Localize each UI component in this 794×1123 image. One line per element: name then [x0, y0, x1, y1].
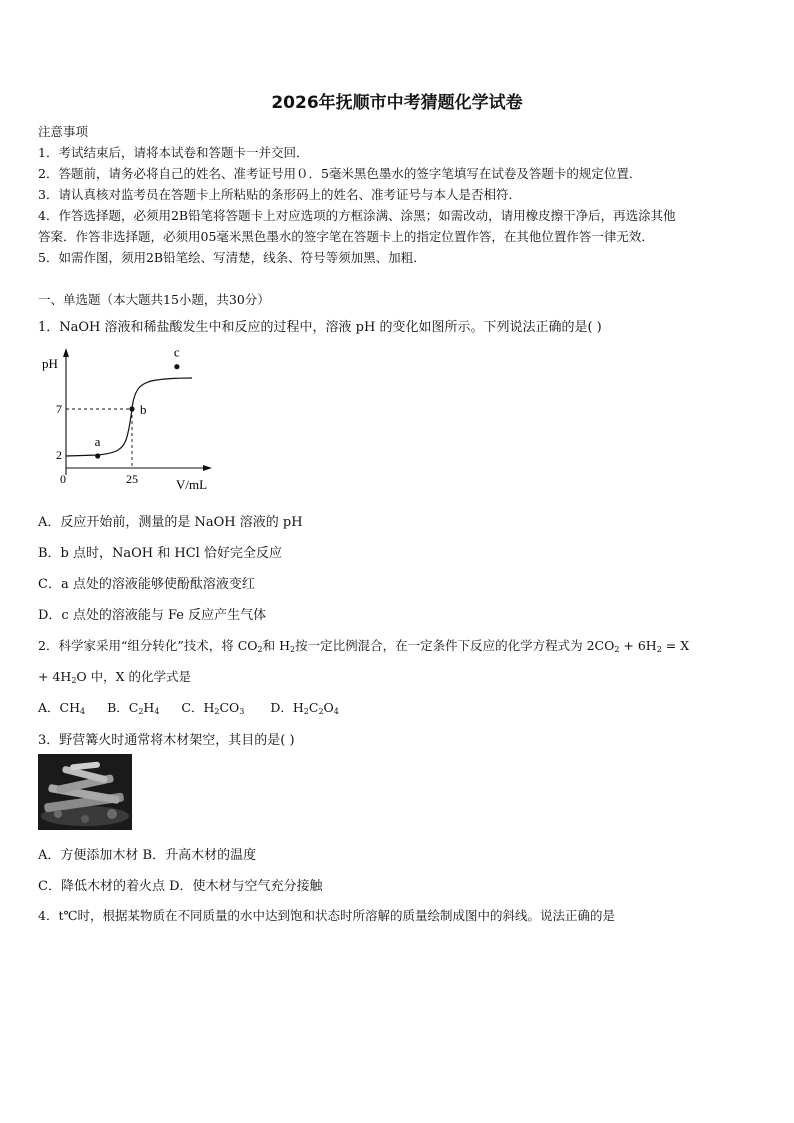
- section-heading: 一、单选题（本大题共15小题，共30分）: [38, 292, 270, 307]
- notice-item: 答案．作答非选择题，必须用05毫米黑色墨水的签字笔在答题卡上的指定位置作答，在其他位置作答一律无效．: [38, 229, 654, 244]
- y-tick-label: 7: [56, 402, 62, 416]
- data-point-label-b: b: [140, 402, 147, 417]
- notice-heading: 注意事项: [38, 124, 89, 139]
- q2-text: O 中，X 的化学式是: [76, 669, 192, 684]
- question-2-line-1: [38, 636, 689, 654]
- notice-item: 1．考试结束后，请将本试卷和答题卡一并交回．: [38, 145, 309, 160]
- notice-item: 2．答题前，请务必将自己的姓名、准考证号用０．5毫米黑色墨水的签字笔填写在试卷及答题卡的规定位置．: [38, 166, 642, 181]
- q3-options-row-1: A．方便添加木材 B．升高木材的温度: [38, 848, 257, 863]
- q1-option-d: D．c 点处的溶液能与 Fe 反应产生气体: [38, 608, 267, 623]
- q2-subscript: 2: [257, 645, 263, 654]
- y-tick-label: 2: [56, 448, 62, 462]
- q2-text: = X: [661, 638, 690, 653]
- q1-option-b: B．b 点时，NaOH 和 HCl 恰好完全反应: [38, 546, 282, 561]
- data-point-label-a: a: [94, 434, 101, 449]
- y-axis-label: pH: [42, 356, 58, 371]
- q2-subscript: 2: [71, 676, 77, 685]
- x-axis-label: V/mL: [176, 477, 208, 492]
- q2-text: + 4H: [38, 669, 72, 684]
- q2-text: 2．科学家采用“组分转化”技术，将 CO: [38, 638, 258, 653]
- q2-subscript: 2: [290, 645, 296, 654]
- q2-subscript: 2: [614, 645, 620, 654]
- ph-chart: [36, 340, 226, 500]
- notice-item: 4．作答选择题，必须用2B铅笔将答题卡上对应选项的方框涂满、涂黑；如需改动，请用橡皮擦干净后，再选涂其他: [38, 208, 676, 223]
- data-point-label-c: c: [173, 344, 180, 360]
- q2-options: [38, 698, 339, 716]
- q3-options-row-2: C．降低木材的着火点 D．使木材与空气充分接触: [38, 879, 323, 894]
- notice-item: 5．如需作图，须用2B铅笔绘、写清楚，线条、符号等须加黑、加粗．: [38, 250, 426, 265]
- page-title: 2026年抚顺市中考猜题化学试卷: [271, 93, 523, 113]
- q2-option-b: B．$C_2H_4$: [107, 700, 160, 716]
- x-tick-label: 25: [126, 472, 138, 486]
- q2-option-a: A．$CH_4$: [38, 700, 86, 716]
- question-1-stem: 1．NaOH 溶液和稀盐酸发生中和反应的过程中，溶液 pH 的变化如图所示。下列说法正确的是( ): [38, 320, 602, 335]
- origin-label: 0: [60, 472, 66, 486]
- q1-option-c: C．a 点处的溶液能够使酚酞溶液变红: [38, 577, 255, 592]
- notice-item: 3．请认真核对监考员在答题卡上所粘贴的条形码上的姓名、准考证号与本人是否相符．: [38, 187, 521, 202]
- data-point-b: [129, 406, 134, 411]
- campfire-photo: [38, 754, 132, 830]
- q2-subscript: 2: [656, 645, 662, 654]
- question-3-stem: 3．野营篝火时通常将木材架空，其目的是( ): [38, 733, 295, 748]
- question-4-stem: 4．t℃时，根据某物质在不同质量的水中达到饱和状态时所溶解的质量绘制成图中的斜线。说法正确的是: [38, 908, 615, 923]
- q2-text: 和 H: [262, 638, 290, 653]
- data-point-a: [95, 453, 100, 458]
- q2-text: 按一定比例混合，在一定条件下反应的化学方程式为 2CO: [295, 638, 615, 653]
- q1-option-a: A．反应开始前，测量的是 NaOH 溶液的 pH: [38, 515, 303, 530]
- q2-text: + 6H: [619, 638, 657, 653]
- question-2-line-2: [38, 667, 191, 685]
- ph-curve: [66, 378, 192, 456]
- data-point-c: [174, 364, 179, 369]
- q2-option-d: D．$H_2C_2O_4$: [270, 700, 339, 716]
- q2-option-c: C．$H_2CO_3$: [181, 700, 245, 716]
